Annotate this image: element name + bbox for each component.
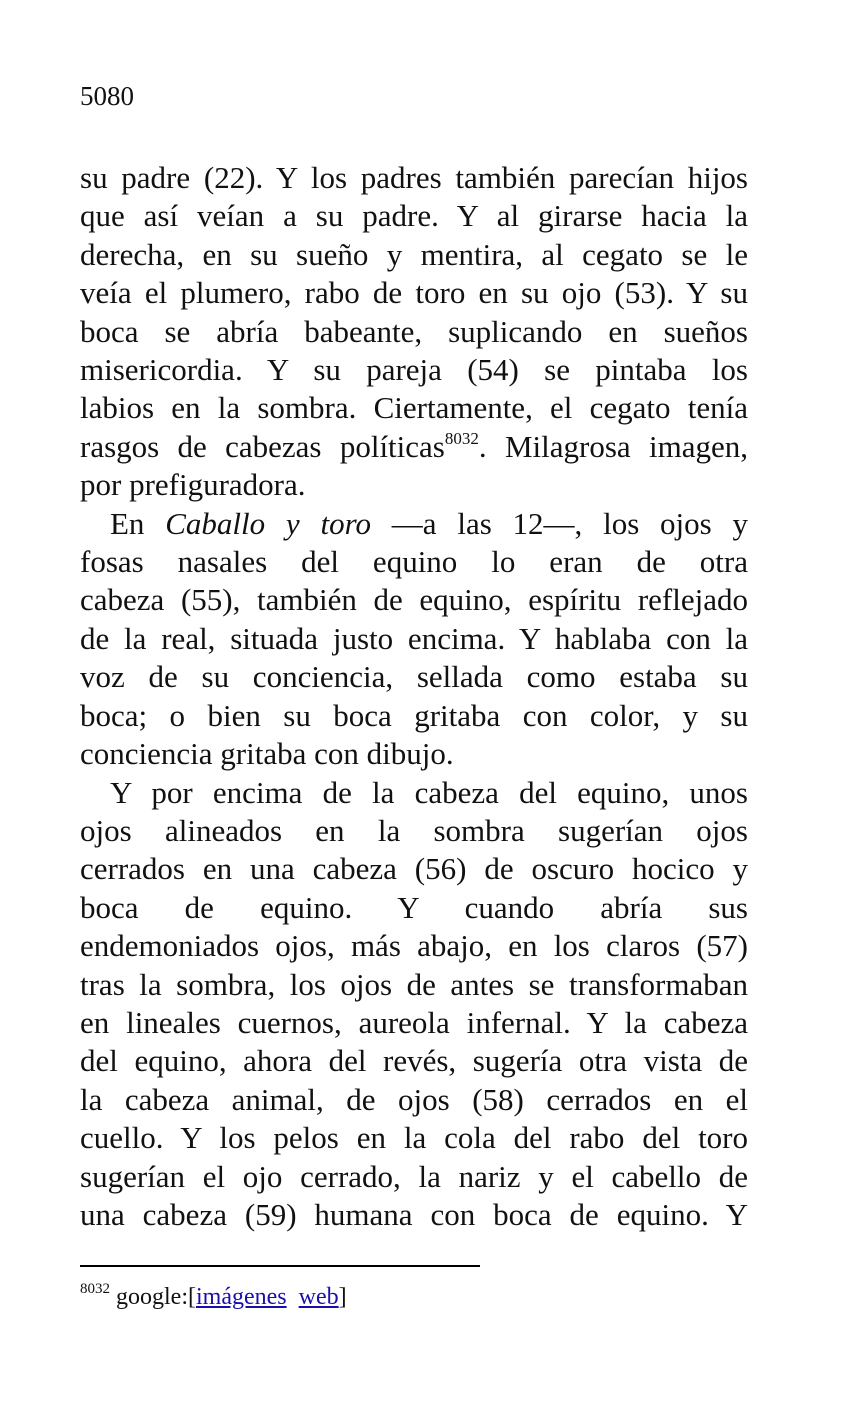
footnote-suffix: ] xyxy=(338,1284,347,1310)
footnote-prefix: google:[ xyxy=(110,1284,196,1310)
text-line: que así veían a su padre. Y al girarse hacia la xyxy=(80,198,748,234)
paragraph-3 xyxy=(80,774,748,1235)
paragraph-1 xyxy=(80,159,748,505)
text-line: la cabeza animal, de ojos (58) cerrados en el xyxy=(80,1081,748,1117)
images-link[interactable]: imágenes xyxy=(195,1284,287,1310)
text-line: derecha, en su sueño y mentira, al cegato se le xyxy=(80,236,748,272)
footnote-reference[interactable]: 8032 xyxy=(444,428,479,448)
text-segment: En xyxy=(110,505,166,541)
text-line: cabeza (55), también de equino, espíritu reflejado xyxy=(80,582,748,618)
text-line: una cabeza (59) humana con boca de equino. Y xyxy=(80,1196,748,1232)
text-line: del equino, ahora del revés, sugería otra vista de xyxy=(80,1043,748,1079)
web-link[interactable]: web xyxy=(298,1284,339,1310)
text-line: tras la sombra, los ojos de antes se transformaban xyxy=(80,966,748,1002)
text-line: boca se abría babeante, suplicando en sueños xyxy=(80,313,748,349)
text-line: ojos alineados en la sombra sugerían ojos xyxy=(80,812,748,848)
text-line xyxy=(80,505,748,543)
text-line: veía el plumero, rabo de toro en su ojo (53). Y su xyxy=(80,275,748,311)
artwork-title: Caballo y toro xyxy=(165,505,371,541)
footnote xyxy=(80,1282,347,1312)
footnote-number: 8032 xyxy=(80,1281,110,1297)
text-line: cuello. Y los pelos en la cola del rabo del toro xyxy=(80,1120,748,1156)
main-text xyxy=(80,159,748,1234)
text-line: endemoniados ojos, más abajo, en los claros (57) xyxy=(80,928,748,964)
footnote-separator xyxy=(80,1265,480,1267)
text-line: fosas nasales del equino lo eran de otra xyxy=(80,544,748,580)
text-line: conciencia gritaba con dibujo. xyxy=(80,736,454,772)
text-segment: —a las 12—, los ojos y xyxy=(371,505,748,541)
text-line: de la real, situada justo encima. Y hablaba con la xyxy=(80,620,748,656)
text-line: en lineales cuernos, aureola infernal. Y la cabeza xyxy=(80,1004,748,1040)
text-line: boca de equino. Y cuando abría sus xyxy=(80,889,748,925)
text-line xyxy=(80,428,748,466)
text-line: boca; o bien su boca gritaba con color, y su xyxy=(80,697,748,733)
page-number: 5080 xyxy=(80,81,134,111)
paragraph-2 xyxy=(80,505,748,774)
text-line: sugerían el ojo cerrado, la nariz y el cabello de xyxy=(80,1158,748,1194)
text-line: su padre (22). Y los padres también parecían hijos xyxy=(80,160,748,195)
text-line: labios en la sombra. Ciertamente, el cegato tenía xyxy=(80,390,748,426)
text-line: misericordia. Y su pareja (54) se pintaba los xyxy=(80,352,748,388)
text-line: cerrados en una cabeza (56) de oscuro hocico y xyxy=(80,851,748,887)
text-segment: . Milagrosa imagen, xyxy=(478,428,748,464)
text-line: por prefiguradora. xyxy=(80,467,306,503)
text-line: Y por encima de la cabeza del equino, unos xyxy=(110,774,748,810)
text-line: voz de su conciencia, sellada como estaba su xyxy=(80,659,748,695)
text-segment: rasgos de cabezas políticas xyxy=(80,428,445,464)
